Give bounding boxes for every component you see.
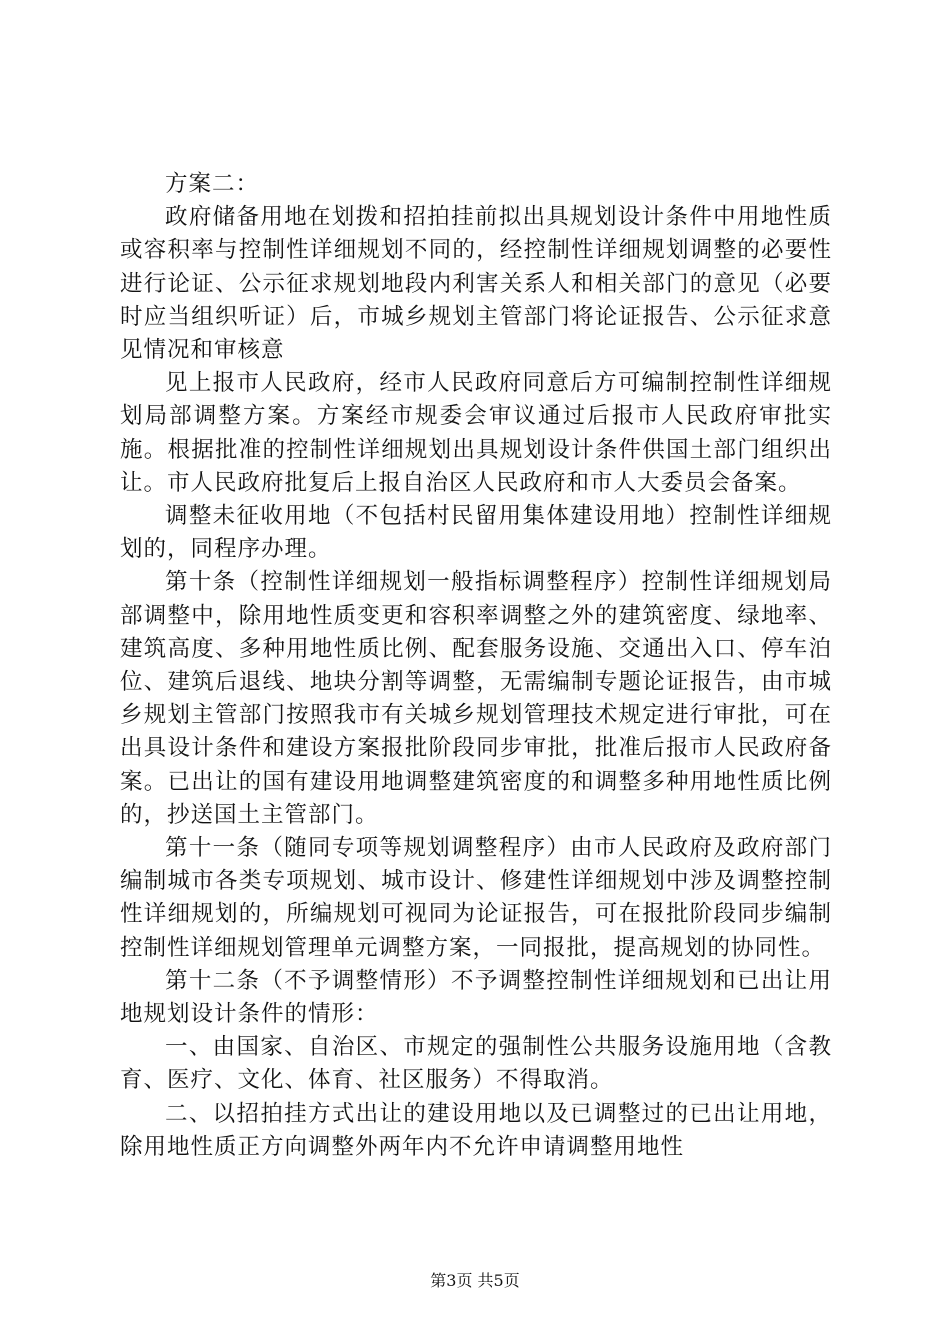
paragraph-article-10: 第十条（控制性详细规划一般指标调整程序）控制性详细规划局部调整中，除用地性质变更和容积率调整之外的建筑密度、绿地率、建筑高度、多种用地性质比例、配套服务设施、交通出入口、停车泊位、建筑后退线、地块分割等调整，无需编制专题论证报告，由市城乡规划主管部门按照我市有关城乡规划管理技术规定进行审批，可在出具设计条件和建设方案报批阶段同步审批，批准后报市人民政府备案。已出让的国有建设用地调整建筑密度的和调整多种用地性质比例的，抄送国土主管部门。 bbox=[120, 569, 832, 828]
paragraph-item-1: 一、由国家、自治区、市规定的强制性公共服务设施用地（含教育、医疗、文化、体育、社区服务）不得取消。 bbox=[120, 1034, 832, 1094]
paragraph-reserve-land: 政府储备用地在划拨和招拍挂前拟出具规划设计条件中用地性质或容积率与控制性详细规划不同的，经控制性详细规划调整的必要性进行论证、公示征求规划地段内利害关系人和相关部门的意见（必要时应当组织听证）后，市城乡规划主管部门将论证报告、公示征求意见情况和审核意 bbox=[120, 204, 832, 364]
page-number-footer: 第3页 共5页 bbox=[430, 1271, 520, 1290]
paragraph-article-12: 第十二条（不予调整情形）不予调整控制性详细规划和已出让用地规划设计条件的情形： bbox=[120, 967, 832, 1028]
document-body bbox=[120, 168, 832, 1164]
paragraph-report-to-government: 见上报市人民政府，经市人民政府同意后方可编制控制性详细规划局部调整方案。方案经市规委会审议通过后报市人民政府审批实施。根据批准的控制性详细规划出具规划设计条件供国土部门组织出让。市人民政府批复后上报自治区人民政府和市人大委员会备案。 bbox=[120, 370, 832, 496]
paragraph-unexpropriated-land: 调整未征收用地（不包括村民留用集体建设用地）控制性详细规划的，同程序办理。 bbox=[120, 503, 832, 563]
paragraph-item-2: 二、以招拍挂方式出让的建设用地以及已调整过的已出让用地，除用地性质正方向调整外两年内不允许申请调整用地性 bbox=[120, 1100, 832, 1160]
paragraph-article-11: 第十一条（随同专项等规划调整程序）由市人民政府及政府部门编制城市各类专项规划、城市设计、修建性详细规划中涉及调整控制性详细规划的，所编规划可视同为论证报告，可在报批阶段同步编制控制性详细规划管理单元调整方案，一同报批，提高规划的协同性。 bbox=[120, 835, 832, 961]
paragraph-plan-two-heading: 方案二： bbox=[165, 171, 260, 197]
